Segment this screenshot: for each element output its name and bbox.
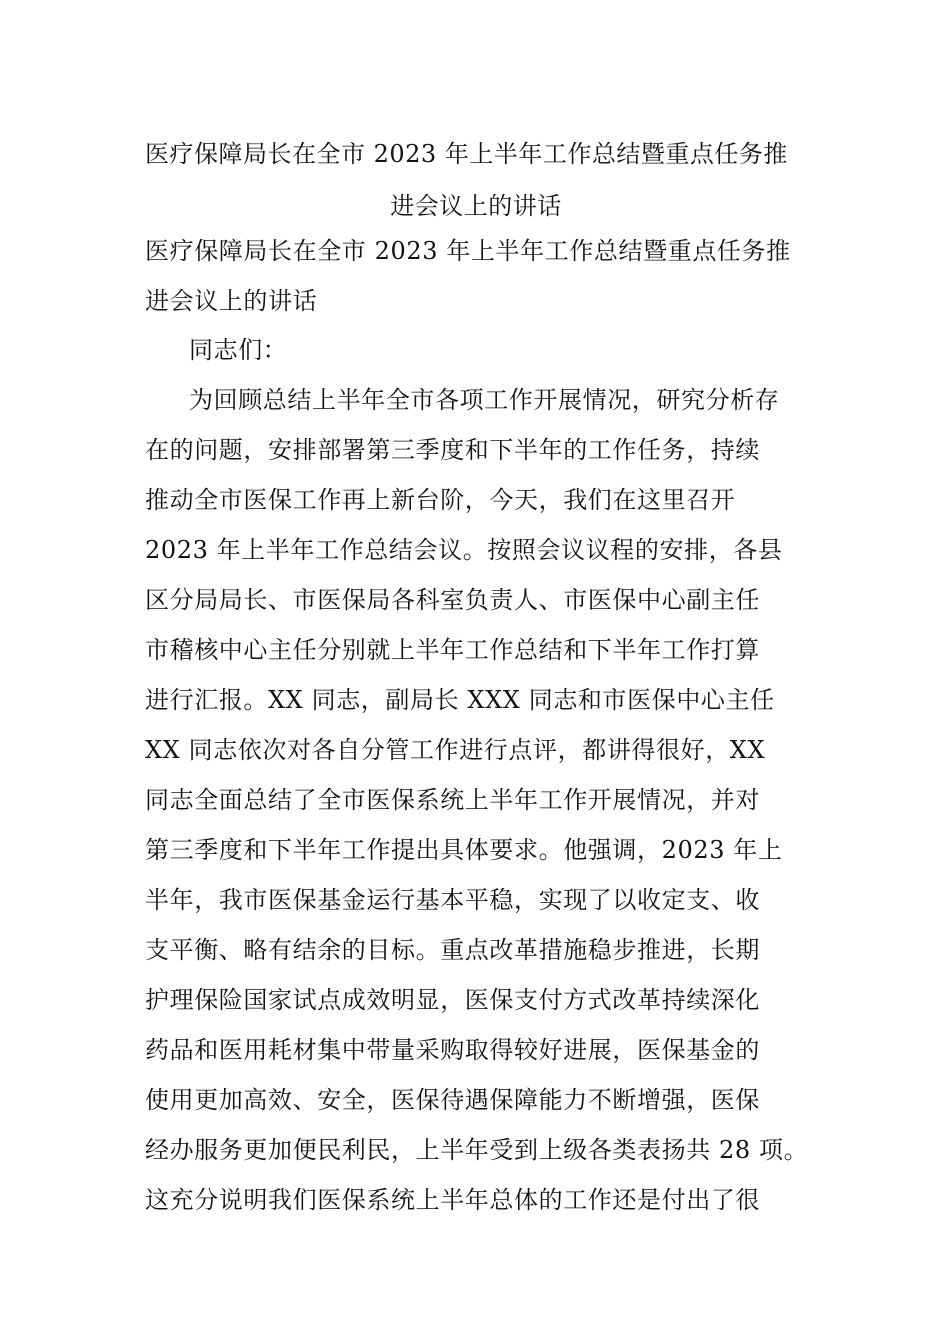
- body-line: 这充分说明我们医保系统上半年总体的工作还是付出了很: [145, 1186, 760, 1214]
- body-line: 进行汇报。XX 同志，副局长 XXX 同志和市医保中心主任: [145, 686, 775, 714]
- title-line-2: 进会议上的讲话: [390, 192, 562, 220]
- body-line: 市稽核中心主任分别就上半年工作总结和下半年工作打算: [145, 636, 760, 664]
- document-title: [145, 128, 807, 232]
- body-line: 同志全面总结了全市医保系统上半年工作开展情况，并对: [145, 786, 760, 814]
- body-line: 支平衡、略有结余的目标。重点改革措施稳步推进，长期: [145, 936, 760, 964]
- body-line: 区分局局长、市医保局各科室负责人、市医保中心副主任: [145, 586, 760, 614]
- document-body: [145, 325, 835, 1225]
- body-line: 推动全市医保工作再上新台阶，今天，我们在这里召开: [145, 486, 736, 514]
- body-line: 半年，我市医保基金运行基本平稳，实现了以收定支、收: [145, 886, 760, 914]
- body-line: 使用更加高效、安全，医保待遇保障能力不断增强，医保: [145, 1086, 760, 1114]
- salutation: 同志们：: [189, 336, 288, 364]
- subtitle-line-2: 进会议上的讲话: [145, 287, 318, 315]
- body-line: 为回顾总结上半年全市各项工作开展情况，研究分析存: [189, 386, 780, 414]
- body-line: XX 同志依次对各自分管工作进行点评，都讲得很好，XX: [145, 736, 766, 764]
- title-line-1: 医疗保障局长在全市 2023 年上半年工作总结暨重点任务推: [145, 140, 788, 168]
- body-line: 药品和医用耗材集中带量采购取得较好进展，医保基金的: [145, 1036, 760, 1064]
- subtitle-line-1: 医疗保障局长在全市 2023 年上半年工作总结暨重点任务推: [145, 237, 791, 265]
- document-subtitle: [145, 226, 825, 326]
- body-line: 在的问题，安排部署第三季度和下半年的工作任务，持续: [145, 436, 760, 464]
- body-line: 护理保险国家试点成效明显，医保支付方式改革持续深化: [145, 986, 760, 1014]
- body-line: 第三季度和下半年工作提出具体要求。他强调，2023 年上: [145, 836, 783, 864]
- body-line: 2023 年上半年工作总结会议。按照会议议程的安排，各县: [145, 536, 783, 564]
- body-line: 经办服务更加便民利民，上半年受到上级各类表扬共 28 项。: [145, 1136, 809, 1164]
